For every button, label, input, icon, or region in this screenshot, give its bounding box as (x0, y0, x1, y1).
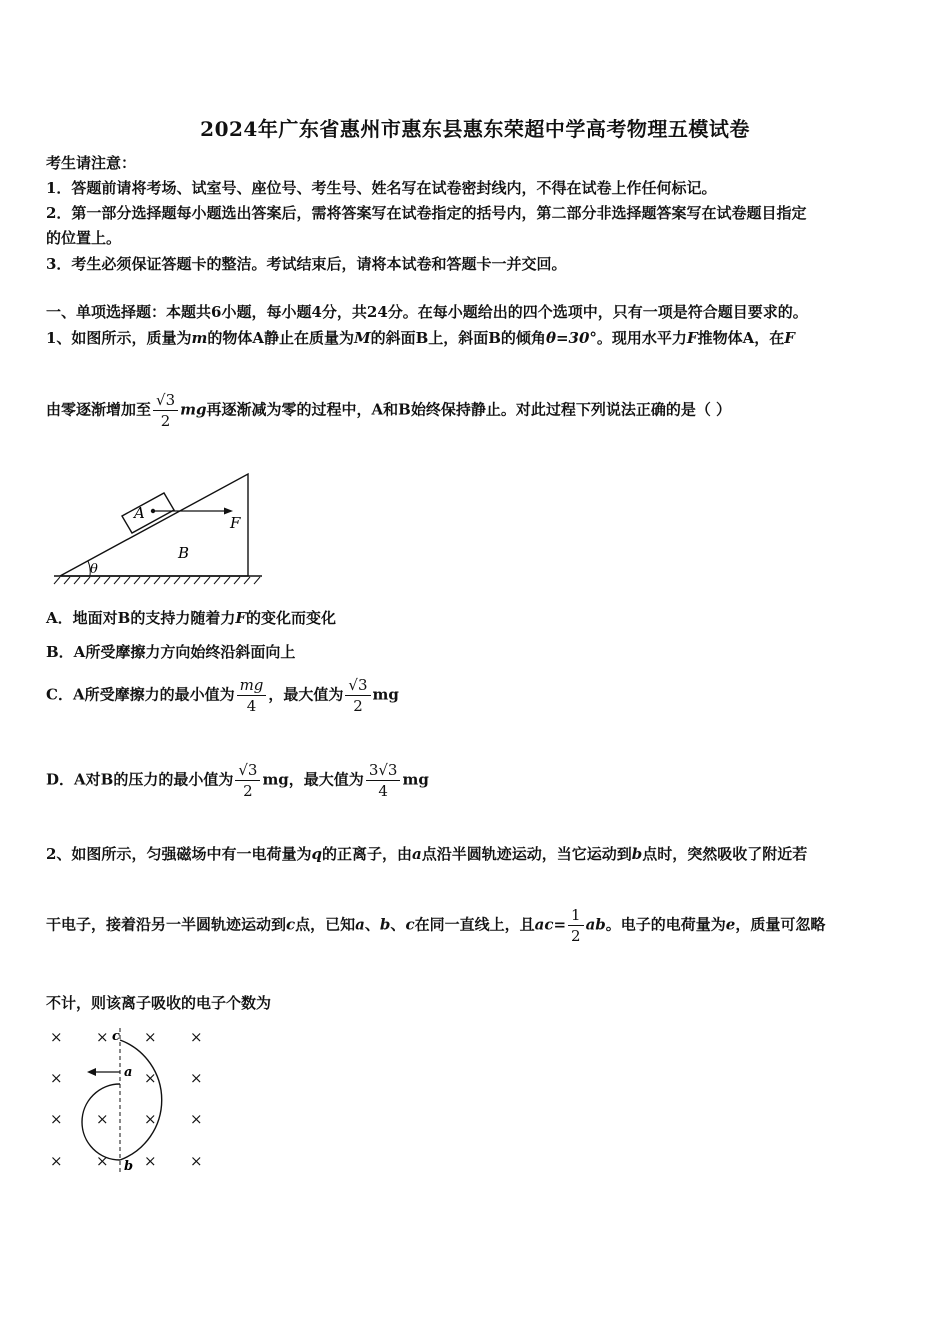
q2-stem-line3: 不计，则该离子吸收的电子个数为 (46, 994, 272, 1012)
q1-var-M: M (353, 329, 371, 347)
cross-icon: × (190, 1069, 203, 1087)
fraction (345, 676, 370, 715)
q1-text: 再逐渐减为零的过程中，A和B始终保持静止。对此过程下列说法正确的是（ ） (206, 400, 732, 419)
q2-var-q: q (311, 845, 322, 863)
q2-stem-line2 (46, 906, 825, 945)
q1-var-F: F (686, 329, 698, 347)
incline-B (60, 474, 248, 576)
cross-icon: × (190, 1110, 203, 1128)
cross-icon: × (190, 1152, 203, 1170)
cross-icon: × (96, 1028, 109, 1046)
label-c: c (112, 1029, 120, 1044)
fraction-numerator: √3 (235, 761, 260, 781)
magnetic-field-figure (44, 1022, 224, 1177)
q1-var-m: m (191, 329, 208, 347)
q1-stem-line2 (46, 391, 731, 430)
fraction-numerator: 1 (568, 906, 584, 926)
cross-icon: × (144, 1028, 157, 1046)
page-title: 2024年广东省惠州市惠东县惠东荣超中学高考物理五模试卷 (200, 117, 750, 141)
cross-icon: × (144, 1152, 157, 1170)
q2-text: 点沿半圆轨迹运动，当它运动到 (421, 845, 632, 863)
q1-option-A (46, 607, 336, 628)
option-text: C．A所受摩擦力的最小值为 (46, 685, 235, 704)
option-text: D．A对B的压力的最小值为 (46, 770, 234, 789)
cross-icon: × (144, 1110, 157, 1128)
fraction (366, 761, 401, 800)
cross-icon: × (96, 1152, 109, 1170)
q2-text: 、 (364, 915, 380, 934)
q2-text: 点时，突然吸收了附近若 (642, 845, 808, 863)
fraction-denominator: 4 (378, 782, 388, 800)
q1-option-C (46, 676, 399, 715)
notice-item-3: 3．考生必须保证答题卡的整洁。考试结束后，请将本试卷和答题卡一并交回。 (46, 255, 567, 273)
cross-icon: × (190, 1028, 203, 1046)
q2-var-a: a (411, 845, 422, 863)
q1-text: 的斜面B上，斜面B的倾角 (370, 329, 546, 347)
fraction-numerator: mg (237, 676, 267, 696)
q1-text: 。现用水平力 (596, 329, 687, 347)
arrow-head (87, 1068, 96, 1076)
option-text: A．地面对B的支持力随着力 (46, 609, 236, 627)
cross-icon: × (50, 1069, 63, 1087)
q1-option-D (46, 761, 429, 800)
q2-text: 。电子的电荷量为 (605, 915, 726, 934)
fraction-half (568, 906, 584, 945)
fraction-denominator: 2 (353, 697, 363, 715)
q2-text: 点，已知 (295, 915, 356, 934)
block-A (122, 493, 174, 533)
notice-item-2: 2．第一部分选择题每小题选出答案后，需将答案写在试卷指定的括号内，第二部分非选择题答案写在试卷题目指定 (46, 204, 807, 222)
option-text: mg，最大值为 (262, 770, 364, 789)
option-text: mg (372, 685, 399, 704)
notice-heading: 考生请注意： (46, 154, 137, 172)
q2-var-b: b (379, 915, 391, 934)
q1-var-F: F (784, 329, 795, 347)
option-text: 的变化而变化 (245, 609, 336, 627)
label-a: a (124, 1065, 133, 1080)
fraction-denominator: 2 (243, 782, 253, 800)
q2-var-b: b (631, 845, 643, 863)
cross-icon: × (50, 1110, 63, 1128)
q2-text: 干电子，接着沿另一半圆轨迹运动到 (46, 915, 287, 934)
cross-icon: × (50, 1028, 63, 1046)
option-text: mg (402, 770, 429, 789)
fraction (235, 761, 260, 800)
q2-var-a: a (355, 915, 365, 934)
q2-text: 的正离子，由 (321, 845, 412, 863)
q2-ac: ac= (534, 915, 567, 934)
cross-icon: × (144, 1069, 157, 1087)
cross-icon: × (50, 1152, 63, 1170)
q1-theta: θ=30° (545, 329, 597, 347)
large-semicircle (120, 1040, 162, 1160)
label-A: A (134, 504, 145, 522)
q2-var-c: c (405, 915, 415, 934)
incline-figure (50, 468, 268, 586)
q1-option-B: B．A所受摩擦力方向始终沿斜面向上 (46, 643, 296, 661)
q1-text: 的物体A静止在质量为 (207, 329, 354, 347)
ground-hatching (54, 577, 260, 584)
fraction-numerator: √3 (345, 676, 370, 696)
q2-var-c: c (286, 915, 296, 934)
q2-text: ，质量可忽略 (735, 915, 826, 934)
label-F: F (230, 514, 241, 532)
label-B: B (178, 544, 190, 562)
notice-item-2-cont: 的位置上。 (46, 229, 122, 247)
notice-item-1: 1．答题前请将考场、试室号、座位号、考生号、姓名写在试卷密封线内，不得在试卷上作任何标记。 (46, 179, 717, 197)
q2-text: 在同一直线上，且 (414, 915, 535, 934)
fraction (237, 676, 267, 715)
fraction-denominator: 2 (160, 412, 171, 430)
q1-fraction (153, 391, 178, 430)
label-b: b (124, 1159, 134, 1174)
q1-stem-line1 (46, 327, 795, 348)
field-crosses (50, 1028, 203, 1170)
q2-ab: ab (585, 915, 606, 934)
cross-icon: × (96, 1110, 109, 1128)
q1-text: 推物体A，在 (697, 329, 785, 347)
fraction-denominator: 2 (571, 927, 581, 945)
q1-text: 由零逐渐增加至 (46, 400, 152, 419)
q1-var-F: F (235, 609, 246, 627)
fraction-denominator: 4 (246, 697, 257, 715)
q2-text: 、 (390, 915, 406, 934)
fraction-numerator: 3√3 (366, 761, 401, 781)
q1-mg: mg (180, 400, 207, 419)
section-heading: 一、单项选择题：本题共6小题，每小题4分，共24分。在每小题给出的四个选项中，只有一项是符合题目要求的。 (46, 303, 808, 321)
option-text: ，最大值为 (268, 685, 344, 704)
q2-var-e: e (725, 915, 736, 934)
label-theta: θ (90, 562, 98, 577)
q2-stem-line1 (46, 843, 807, 864)
fraction-numerator: √3 (153, 391, 178, 411)
q1-text: 1、如图所示，质量为 (46, 329, 192, 347)
q2-text: 2、如图所示，匀强磁场中有一电荷量为 (46, 845, 312, 863)
